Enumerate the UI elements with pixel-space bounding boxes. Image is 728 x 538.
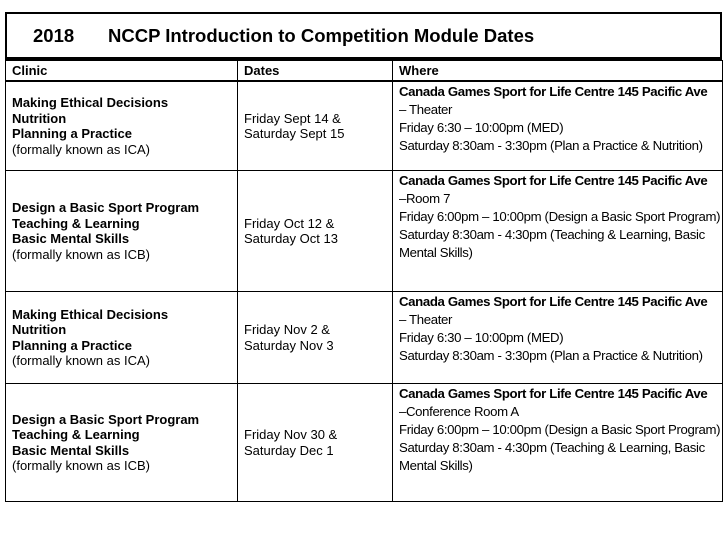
date-line: Saturday Dec 1: [244, 442, 334, 458]
clinic-cell: [6, 171, 238, 292]
clinic-cell: [6, 82, 238, 171]
date-line: Friday Nov 30 &: [244, 427, 338, 442]
room: – Theater: [399, 102, 453, 117]
venue: Canada Games Sport for Life Centre 145 Pacific Ave: [399, 173, 708, 188]
where-cell: [393, 384, 723, 502]
room: –Room 7: [399, 191, 451, 206]
table-row: [6, 82, 723, 171]
clinic-module: Making Ethical Decisions: [12, 95, 169, 110]
header-where: Where: [393, 61, 723, 81]
date-line: Friday Oct 12 &: [244, 215, 335, 231]
friday-time: Friday 6:30 – 10:00pm (MED): [399, 120, 564, 135]
dates-cell: [238, 82, 393, 171]
header-row: [6, 61, 723, 81]
clinic-module: Making Ethical Decisions: [12, 306, 169, 322]
where-cell: [393, 292, 723, 384]
clinic-cell: [6, 384, 238, 502]
schedule-body: [5, 81, 723, 502]
saturday-time: Saturday 8:30am - 4:30pm (Teaching & Learning, Basic Mental Skills): [399, 227, 705, 260]
date-line: Saturday Nov 3: [244, 337, 334, 353]
header-clinic: Clinic: [6, 61, 238, 81]
saturday-time: Saturday 8:30am - 3:30pm (Plan a Practice & Nutrition): [399, 138, 703, 153]
document: [5, 12, 722, 502]
clinic-note: (formally known as ICB): [12, 246, 150, 262]
header-dates: Dates: [238, 61, 393, 81]
dates-cell: [238, 171, 393, 292]
clinic-module: Planning a Practice: [12, 337, 132, 353]
venue: Canada Games Sport for Life Centre 145 Pacific Ave: [399, 84, 708, 99]
where-cell: [393, 171, 723, 292]
clinic-module: Teaching & Learning: [12, 427, 140, 442]
saturday-time: Saturday 8:30am - 4:30pm (Teaching & Learning, Basic Mental Skills): [399, 440, 705, 473]
clinic-module: Nutrition: [12, 110, 67, 126]
friday-time: Friday 6:00pm – 10:00pm (Design a Basic Sport Program): [399, 422, 721, 437]
date-line: Friday Nov 2 &: [244, 322, 330, 337]
clinic-module: Teaching & Learning: [12, 215, 140, 231]
clinic-module: Design a Basic Sport Program: [12, 411, 200, 427]
clinic-module: Planning a Practice: [12, 126, 132, 141]
clinic-module: Design a Basic Sport Program: [12, 200, 200, 215]
clinic-note: (formally known as ICA): [12, 141, 150, 157]
table-row: [6, 171, 723, 292]
dates-cell: [238, 384, 393, 502]
page-title: [5, 12, 722, 60]
title-text: NCCP Introduction to Competition Module Dates: [108, 24, 535, 46]
table-row: [6, 292, 723, 384]
venue: Canada Games Sport for Life Centre 145 Pacific Ave: [399, 294, 708, 309]
friday-time: Friday 6:30 – 10:00pm (MED): [399, 330, 564, 345]
venue: Canada Games Sport for Life Centre 145 Pacific Ave: [399, 386, 708, 401]
room: – Theater: [399, 312, 453, 327]
date-line: Saturday Oct 13: [244, 231, 338, 246]
schedule-table: [5, 60, 723, 81]
saturday-time: Saturday 8:30am - 3:30pm (Plan a Practice & Nutrition): [399, 348, 703, 363]
clinic-module: Basic Mental Skills: [12, 231, 130, 246]
clinic-note: (formally known as ICA): [12, 353, 150, 368]
where-cell: [393, 82, 723, 171]
room: –Conference Room A: [399, 404, 519, 419]
table-row: [6, 384, 723, 502]
date-line: Saturday Sept 15: [244, 126, 345, 141]
date-line: Friday Sept 14 &: [244, 110, 341, 126]
title-year: 2018: [33, 24, 75, 46]
clinic-module: Basic Mental Skills: [12, 442, 130, 458]
friday-time: Friday 6:00pm – 10:00pm (Design a Basic Sport Program): [399, 209, 721, 224]
clinic-note: (formally known as ICB): [12, 458, 150, 473]
clinic-module: Nutrition: [12, 322, 67, 337]
clinic-cell: [6, 292, 238, 384]
dates-cell: [238, 292, 393, 384]
